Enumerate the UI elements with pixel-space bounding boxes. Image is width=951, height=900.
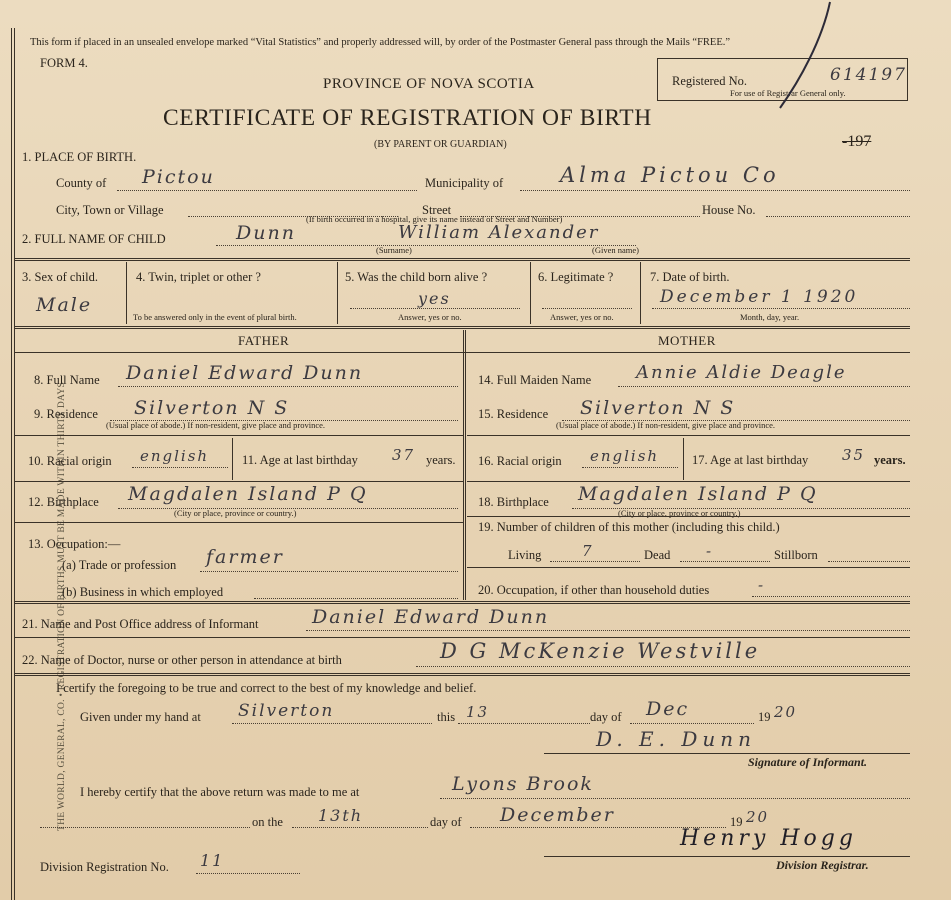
father-name: Daniel Edward Dunn <box>126 362 364 384</box>
dob-label: 7. Date of birth. <box>650 270 730 284</box>
this-label: this <box>437 710 456 724</box>
dead-label: Dead <box>644 548 671 562</box>
house-label: House No. <box>702 203 756 217</box>
division-line <box>196 873 300 874</box>
rule <box>126 262 127 324</box>
father-heading: FATHER <box>238 333 290 348</box>
page-subtitle: (BY PARENT OR GUARDIAN) <box>374 139 507 150</box>
doctor-value: D G McKenzie Westville <box>440 639 761 663</box>
mother-age-label: 17. Age at last birthday <box>692 453 809 467</box>
informant-line <box>306 630 910 631</box>
living-label: Living <box>508 548 542 562</box>
rule <box>14 673 910 676</box>
mother-birthplace-note: (City or place, province or country.) <box>618 508 741 518</box>
mother-occupation-label: 20. Occupation, if other than household duties <box>478 583 710 597</box>
father-racial-line <box>132 467 228 468</box>
given-line <box>232 723 432 724</box>
living-line <box>550 561 640 562</box>
trade-value: farmer <box>206 546 284 568</box>
year-prefix: 19 <box>758 710 771 724</box>
doctor-line <box>416 666 910 667</box>
trade-label: (a) Trade or profession <box>62 558 177 572</box>
rule <box>640 262 641 324</box>
county-value: Pictou <box>142 166 215 188</box>
registrar-signature: Henry Hogg <box>680 826 857 851</box>
father-abode-note: (Usual place of abode.) If non-resident, give place and province. <box>106 420 326 430</box>
child-name-label: 2. FULL NAME OF CHILD <box>22 232 166 246</box>
rule <box>467 567 910 568</box>
alive-note: Answer, yes or no. <box>398 312 462 322</box>
rule <box>232 438 233 480</box>
informant-label: 21. Name and Post Office address of Informant <box>22 617 259 631</box>
legit-line <box>542 308 632 309</box>
legit-note: Answer, yes or no. <box>550 312 614 322</box>
rule <box>14 522 463 523</box>
house-line <box>766 216 910 217</box>
year-value: 20 <box>774 703 798 721</box>
day-of-label: day of <box>590 710 622 724</box>
margin-text: THE WORLD, GENERAL, CO. • REGISTRATION OF BIRTHS MUST BE MADE WITHIN THIRTY DAYS <box>57 381 67 831</box>
certify-text: I certify the foregoing to be true and correct to the best of my knowledge and belief. <box>56 681 477 695</box>
father-name-line <box>118 386 458 387</box>
father-residence: Silverton N S <box>134 397 290 419</box>
father-occupation-label: 13. Occupation:— <box>28 537 121 551</box>
business-line <box>254 598 458 599</box>
mail-notice: This form if placed in an unsealed envelope marked “Vital Statistics” and properly addressed will, by order of the Postmaster General pass through the Mails “FREE.” <box>30 37 731 48</box>
pen-stroke <box>760 0 840 110</box>
mother-racial-label: 16. Racial origin <box>478 454 562 468</box>
rule <box>14 258 910 261</box>
twin-note: To be answered only in the event of plural birth. <box>133 312 297 322</box>
father-name-label: 8. Full Name <box>34 373 100 387</box>
given-label: Given under my hand at <box>80 710 201 724</box>
margin-rule <box>11 28 12 900</box>
father-racial: english <box>140 447 210 465</box>
registered-number: 614197 <box>830 65 907 85</box>
mother-racial-line <box>582 467 678 468</box>
day-line <box>458 723 590 724</box>
rule <box>530 262 531 324</box>
twin-label: 4. Twin, triplet or other ? <box>136 270 261 284</box>
place-of-birth-label: 1. PLACE OF BIRTH. <box>22 150 137 164</box>
trade-line <box>200 571 458 572</box>
stillborn-line <box>828 561 910 562</box>
living-value: 7 <box>582 542 594 560</box>
return-text: I hereby certify that the above return was made to me at <box>80 785 360 799</box>
mother-age-suffix: years. <box>874 453 906 467</box>
return-day-of: day of <box>430 815 462 829</box>
mother-name-line <box>618 386 910 387</box>
stillborn-label: Stillborn <box>774 548 818 562</box>
alive-value: yes <box>418 289 451 308</box>
mother-birthplace: Magdalen Island P Q <box>578 483 818 505</box>
father-birthplace-note: (City or place, province or country.) <box>174 508 297 518</box>
surname-caption: (Surname) <box>376 245 412 255</box>
year-stamp: -197 <box>842 133 872 150</box>
rule <box>544 856 910 857</box>
children-label: 19. Number of children of this mother (including this child.) <box>478 520 780 534</box>
month-value: Dec <box>646 698 690 720</box>
return-place: Lyons Brook <box>452 773 594 795</box>
rule <box>467 481 910 482</box>
return-day: 13th <box>318 806 364 825</box>
father-birthplace-label: 12. Birthplace <box>28 495 99 509</box>
division-value: 11 <box>200 851 225 870</box>
dead-line <box>680 561 770 562</box>
mother-name: Annie Aldie Deagle <box>636 362 847 383</box>
dob-value: December 1 1920 <box>660 287 859 307</box>
rule <box>467 516 910 517</box>
father-racial-label: 10. Racial origin <box>28 454 112 468</box>
child-surname: Dunn <box>236 222 296 244</box>
informant-signature-caption: Signature of Informant. <box>748 755 868 769</box>
father-age: 37 <box>392 446 416 464</box>
mother-birthplace-label: 18. Birthplace <box>478 495 549 509</box>
child-given-name: William Alexander <box>398 222 600 243</box>
father-age-label: 11. Age at last birthday <box>242 453 358 467</box>
mother-residence-label: 15. Residence <box>478 407 549 421</box>
return-day-line <box>292 827 428 828</box>
street-label: Street <box>422 203 452 217</box>
given-caption: (Given name) <box>592 245 639 255</box>
rule <box>467 435 910 436</box>
alive-label: 5. Was the child born alive ? <box>345 270 488 284</box>
rule <box>463 330 466 600</box>
mother-age: 35 <box>842 446 866 464</box>
rule <box>14 601 910 604</box>
rule <box>683 438 684 480</box>
rule <box>14 637 910 638</box>
mother-occupation: - <box>758 576 766 594</box>
rule <box>14 435 463 436</box>
return-year-prefix: 19 <box>730 815 743 829</box>
return-year: 20 <box>746 808 770 826</box>
city-label: City, Town or Village <box>56 203 164 217</box>
municipality-line <box>520 190 910 191</box>
father-residence-label: 9. Residence <box>34 407 98 421</box>
return-place-line <box>440 798 910 799</box>
registered-note: For use of Registrar General only. <box>730 88 846 98</box>
mother-racial: english <box>590 447 660 465</box>
page-title: CERTIFICATE OF REGISTRATION OF BIRTH <box>163 105 652 131</box>
mother-residence: Silverton N S <box>580 397 736 419</box>
dead-value: - <box>706 542 714 560</box>
informant-signature: D. E. Dunn <box>596 727 757 751</box>
registrar-caption: Division Registrar. <box>776 858 869 872</box>
child-name-line <box>216 245 636 246</box>
sex-label: 3. Sex of child. <box>22 270 99 284</box>
legit-label: 6. Legitimate ? <box>538 270 614 284</box>
day-value: 13 <box>466 703 490 721</box>
father-birthplace: Magdalen Island P Q <box>128 483 368 505</box>
business-label: (b) Business in which employed <box>62 585 224 599</box>
mother-occupation-line <box>752 596 910 597</box>
municipality-value: Alma Pictou Co <box>560 163 780 187</box>
sex-value: Male <box>36 294 93 316</box>
father-age-suffix: years. <box>426 453 456 467</box>
return-month: December <box>500 804 615 826</box>
rule <box>14 326 910 329</box>
on-the-lead-line <box>40 827 250 828</box>
given-place: Silverton <box>238 701 335 721</box>
division-label: Division Registration No. <box>40 860 169 874</box>
doctor-label: 22. Name of Doctor, nurse or other person in attendance at birth <box>22 653 342 667</box>
municipality-label: Municipality of <box>425 176 504 190</box>
form-number: FORM 4. <box>40 56 88 70</box>
informant-value: Daniel Edward Dunn <box>312 606 550 628</box>
county-line <box>117 190 417 191</box>
rule <box>544 753 910 754</box>
mother-name-label: 14. Full Maiden Name <box>478 373 592 387</box>
rule <box>14 481 463 482</box>
dob-line <box>652 308 910 309</box>
dob-note: Month, day, year. <box>740 312 800 322</box>
county-label: County of <box>56 176 107 190</box>
month-line <box>630 723 754 724</box>
registered-label: Registered No. <box>672 74 747 88</box>
hospital-note: (If birth occurred in a hospital, give its name instead of Street and Number) <box>306 214 563 224</box>
rule <box>14 352 910 353</box>
mother-abode-note: (Usual place of abode.) If non-resident, give place and province. <box>556 420 776 430</box>
mother-heading: MOTHER <box>658 333 716 348</box>
province-heading: PROVINCE OF NOVA SCOTIA <box>323 76 535 92</box>
margin-rule <box>14 28 15 900</box>
on-the-label: on the <box>252 815 283 829</box>
rule <box>337 262 338 324</box>
